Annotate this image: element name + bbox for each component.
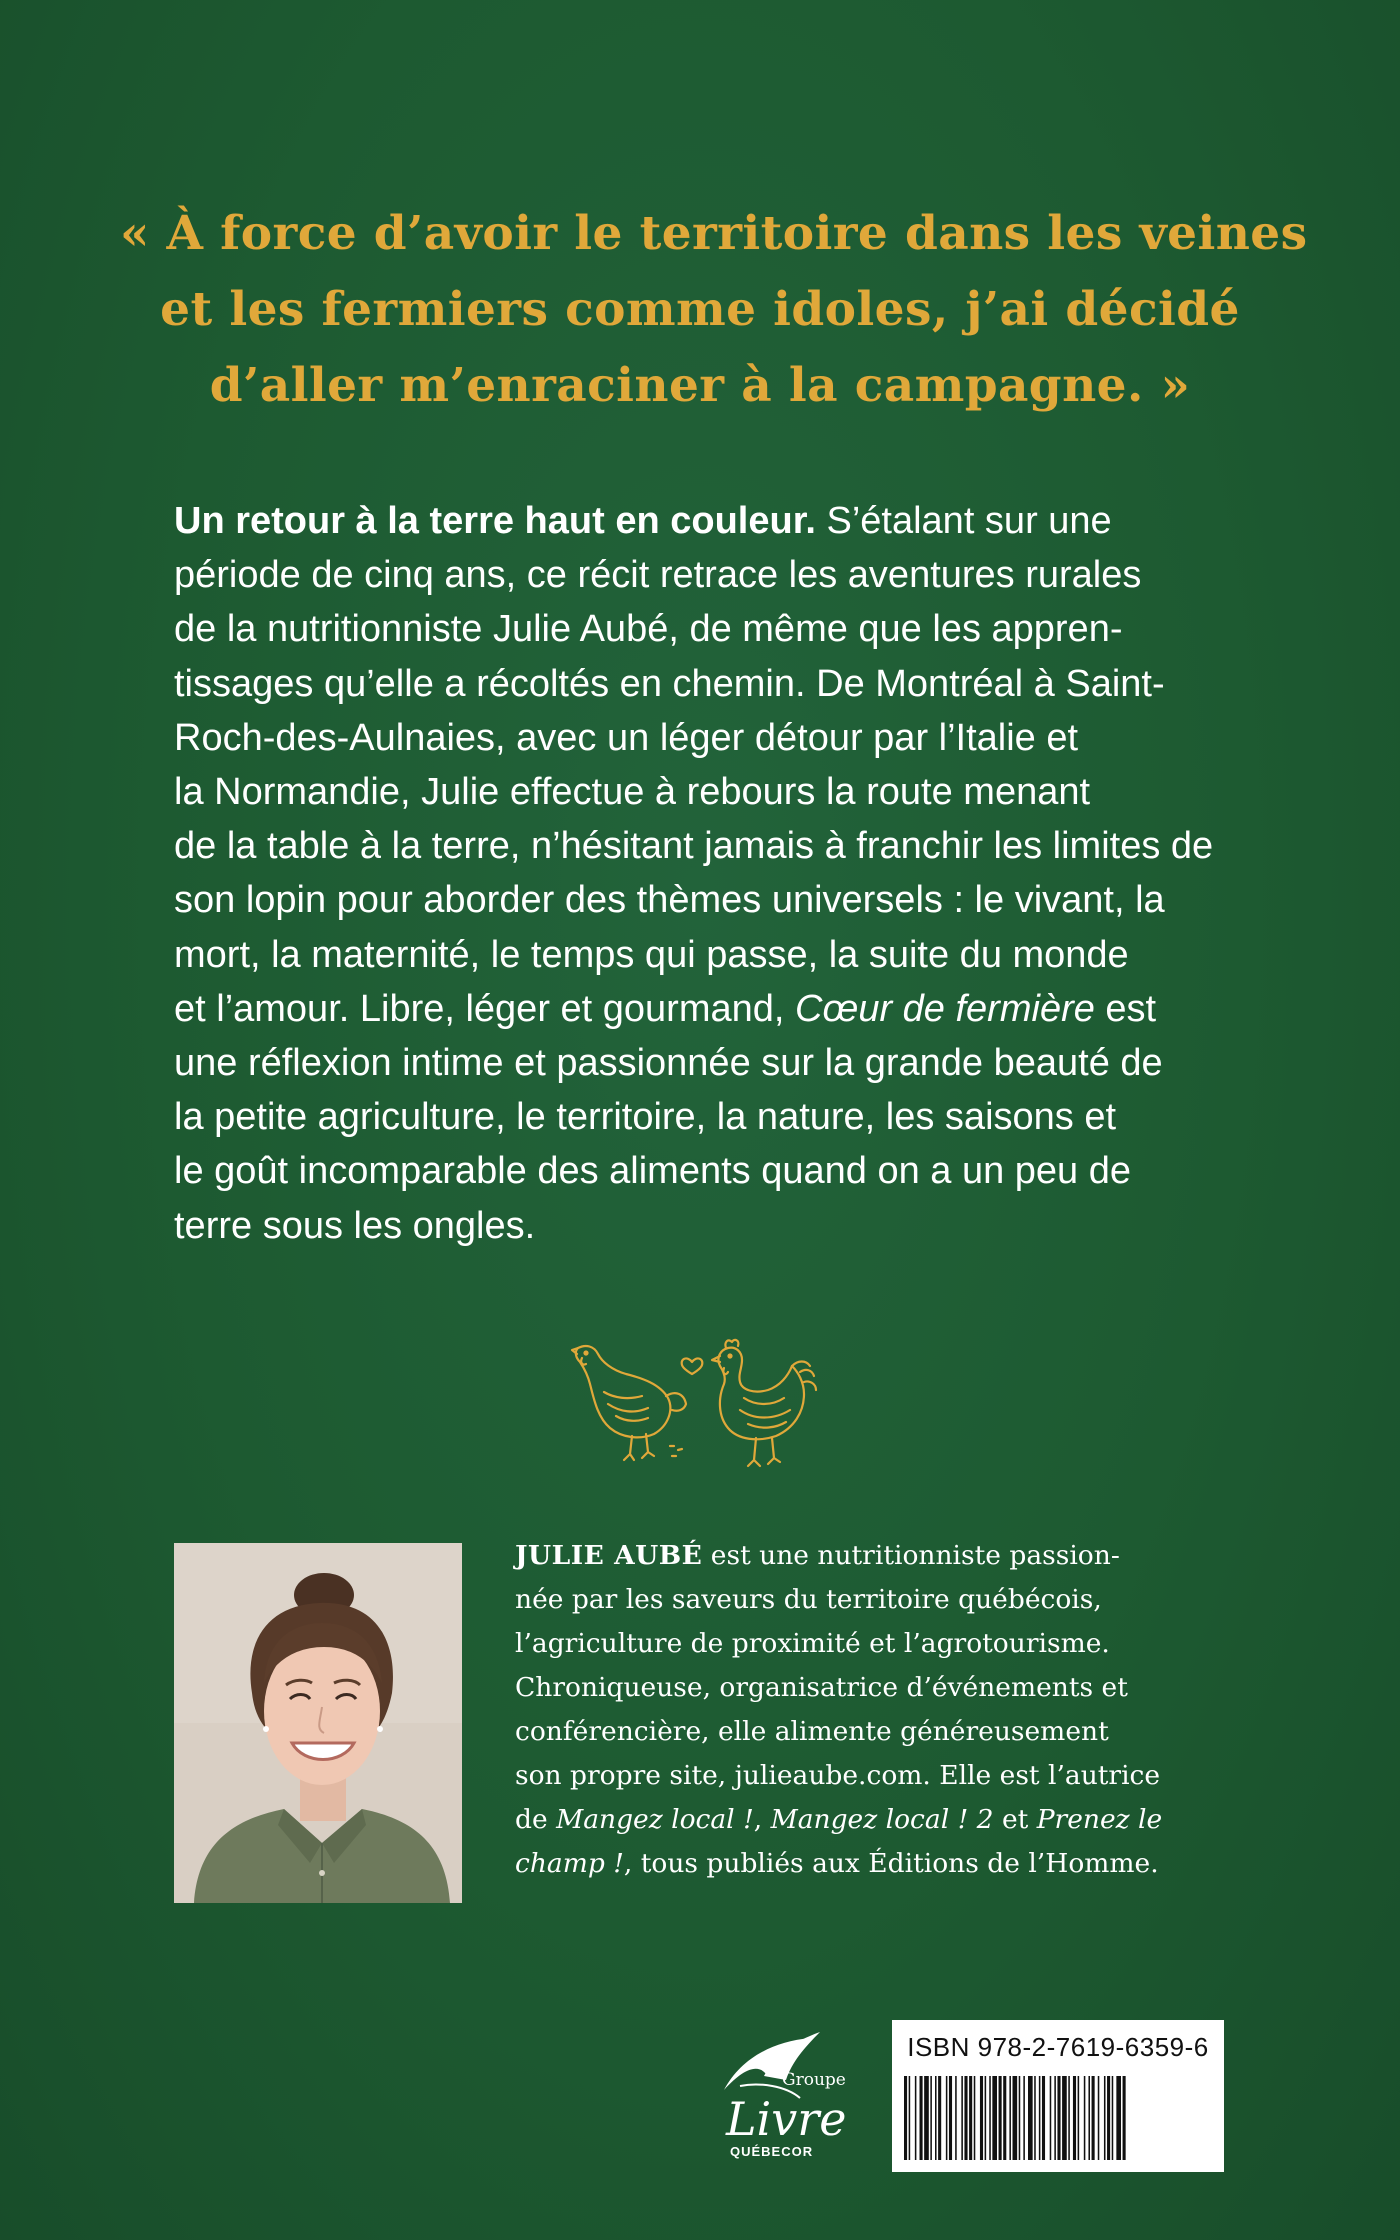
bio-line: conférencière, elle alimente généreusement bbox=[515, 1716, 1109, 1747]
barcode-bar bbox=[999, 2076, 1002, 2160]
publisher-logo bbox=[700, 2020, 860, 2190]
blurb-line bbox=[174, 982, 1229, 1036]
two-hens-with-heart-icon bbox=[568, 1336, 828, 1476]
barcode-bar bbox=[989, 2076, 991, 2160]
barcode-bar bbox=[1116, 2076, 1121, 2160]
barcode-bar bbox=[1019, 2076, 1021, 2160]
barcode-bar bbox=[964, 2076, 967, 2160]
bio-text: , tous publiés aux Éditions de l’Homme. bbox=[623, 1848, 1159, 1879]
barcode-bar bbox=[935, 2076, 937, 2160]
bio-line: Chroniqueuse, organisatrice d’événements et bbox=[515, 1672, 1128, 1703]
book-title: Cœur de fermière bbox=[795, 987, 1095, 1030]
barcode-bar bbox=[1057, 2076, 1060, 2160]
barcode-bar bbox=[1123, 2076, 1126, 2160]
book-blurb bbox=[174, 494, 1229, 1253]
quote-line: et les fermiers comme idoles, j’ai décidé bbox=[160, 282, 1240, 337]
bio-line bbox=[515, 1534, 1215, 1578]
bio-line: son propre site, julieaube.com. Elle est l’autrice bbox=[515, 1760, 1161, 1791]
barcode-bar bbox=[1073, 2076, 1076, 2160]
barcode-bar bbox=[955, 2076, 957, 2160]
bio-line: née par les saveurs du territoire québécois, bbox=[515, 1584, 1102, 1615]
barcode-bar bbox=[946, 2076, 948, 2160]
book-title: champ ! bbox=[515, 1848, 624, 1879]
barcode-bar bbox=[974, 2076, 976, 2160]
barcode-bar bbox=[1084, 2076, 1086, 2160]
barcode-bar bbox=[904, 2076, 907, 2160]
barcode-bar bbox=[992, 2076, 997, 2160]
barcode-bar bbox=[1092, 2076, 1095, 2160]
blurb-line: tissages qu’elle a récoltés en chemin. De Montréal à Saint- bbox=[174, 662, 1165, 705]
barcode-bar bbox=[1088, 2076, 1090, 2160]
bio-line bbox=[515, 1798, 1215, 1842]
isbn-barcode-box bbox=[892, 2020, 1224, 2172]
bio-text: est une nutritionniste passion- bbox=[702, 1540, 1120, 1571]
barcode-bar bbox=[1054, 2076, 1056, 2160]
blurb-lead: Un retour à la terre haut en couleur. bbox=[174, 500, 816, 542]
barcode-bar bbox=[1098, 2076, 1100, 2160]
bio-line bbox=[515, 1842, 1215, 1886]
blurb-line: la petite agriculture, le territoire, la nature, les saisons et bbox=[174, 1096, 1117, 1139]
barcode-bar bbox=[1104, 2076, 1106, 2160]
barcode-bar bbox=[1042, 2076, 1045, 2160]
barcode-bar bbox=[961, 2076, 963, 2160]
barcode-bar bbox=[1039, 2076, 1041, 2160]
blurb-line: mort, la maternité, le temps qui passe, la suite du monde bbox=[174, 933, 1129, 976]
barcode-bar bbox=[1112, 2076, 1114, 2160]
barcode-bar bbox=[930, 2076, 932, 2160]
blurb-line: terre sous les ongles. bbox=[174, 1204, 536, 1247]
pull-quote bbox=[120, 196, 1308, 424]
quote-line: d’aller m’enraciner à la campagne. » bbox=[209, 358, 1191, 413]
barcode-bar bbox=[1107, 2076, 1110, 2160]
barcode-bar bbox=[938, 2076, 941, 2160]
book-title: Mangez local ! 2 bbox=[770, 1804, 994, 1835]
blurb-line: Roch-des-Aulnaies, avec un léger détour par l’Italie et bbox=[174, 716, 1079, 759]
barcode-bar bbox=[924, 2076, 929, 2160]
barcode-bar bbox=[980, 2076, 983, 2160]
barcode-bar bbox=[1062, 2076, 1067, 2160]
bio-text: de bbox=[515, 1804, 557, 1835]
author-portrait bbox=[174, 1543, 462, 1903]
publisher-group: Groupe bbox=[782, 2070, 846, 2090]
publisher-livre: Livre bbox=[726, 2092, 847, 2146]
barcode-bar bbox=[1050, 2076, 1052, 2160]
blurb-text: et l’amour. Libre, léger et gourmand, bbox=[174, 987, 796, 1030]
book-title: Prenez le bbox=[1036, 1804, 1163, 1835]
isbn-label: ISBN 978-2-7619-6359-6 bbox=[907, 2032, 1209, 2062]
bio-text: , bbox=[753, 1804, 771, 1835]
barcode-bar bbox=[915, 2076, 917, 2160]
bio-text: et bbox=[993, 1804, 1037, 1835]
blurb-line: le goût incomparable des aliments quand on a un peu de bbox=[174, 1150, 1132, 1193]
barcode-bar bbox=[1068, 2076, 1070, 2160]
barcode-bar bbox=[949, 2076, 952, 2160]
blurb-text: est bbox=[1094, 987, 1157, 1030]
blurb-line: période de cinq ans, ce récit retrace les aventures rurales bbox=[174, 554, 1142, 597]
blurb-line: de la table à la terre, n’hésitant jamais à franchir les limites de bbox=[174, 825, 1214, 868]
blurb-line: de la nutritionniste Julie Aubé, de même que les appren- bbox=[174, 608, 1123, 651]
barcode bbox=[904, 2076, 1212, 2160]
barcode-bar bbox=[969, 2076, 972, 2160]
barcode-bar bbox=[1009, 2076, 1011, 2160]
blurb-line: son lopin pour aborder des thèmes universels : le vivant, la bbox=[174, 879, 1165, 922]
barcode-bar bbox=[920, 2076, 923, 2160]
barcode-bar bbox=[1023, 2076, 1025, 2160]
bio-line: l’agriculture de proximité et l’agrotourisme. bbox=[515, 1628, 1110, 1659]
quote-line: « À force d’avoir le territoire dans les veines bbox=[120, 206, 1308, 261]
publisher-quebecor: QUÉBECOR bbox=[730, 2144, 814, 2159]
barcode-bar bbox=[1034, 2076, 1036, 2160]
barcode-bar bbox=[1078, 2076, 1080, 2160]
barcode-bar bbox=[1003, 2076, 1006, 2160]
barcode-bar bbox=[1028, 2076, 1033, 2160]
blurb-text: S’étalant sur une bbox=[815, 500, 1112, 542]
blurb-line: une réflexion intime et passionnée sur la grande beauté de bbox=[174, 1042, 1163, 1085]
barcode-bar bbox=[909, 2076, 911, 2160]
author-bio bbox=[515, 1534, 1215, 1886]
blurb-line: la Normandie, Julie effectue à rebours la route menant bbox=[174, 771, 1091, 814]
blurb-line bbox=[174, 494, 1229, 548]
book-title: Mangez local ! bbox=[556, 1804, 754, 1835]
barcode-bar bbox=[1013, 2076, 1018, 2160]
barcode-bar bbox=[985, 2076, 987, 2160]
author-name: JULIE AUBÉ bbox=[515, 1540, 703, 1571]
